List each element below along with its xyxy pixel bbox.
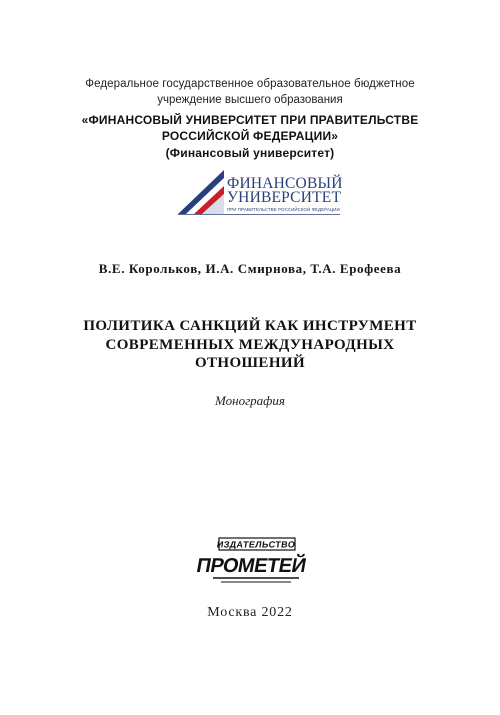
publisher-top-text: ИЗДАТЕЛЬСТВО: [216, 539, 296, 550]
institution-name-line-1: «ФИНАНСОВЫЙ УНИВЕРСИТЕТ ПРИ ПРАВИТЕЛЬСТВЕ: [81, 113, 419, 127]
publisher-name: ПРОМЕТЕЙ: [194, 555, 308, 577]
logo-word-1: ФИНАНСОВЫЙ: [227, 175, 343, 192]
book-genre: Монография: [215, 393, 285, 408]
book-title-line-2: СОВРЕМЕННЫХ МЕЖДУНАРОДНЫХ: [105, 337, 395, 353]
authors: В.Е. Корольков, И.А. Смирнова, Т.А. Ерофеева: [98, 261, 402, 276]
book-title-line-1: ПОЛИТИКА САНКЦИЙ КАК ИНСТРУМЕНТ: [83, 318, 417, 334]
institution-name-line-2: РОССИЙСКОЙ ФЕДЕРАЦИИ»: [161, 129, 339, 143]
logo-word-2: УНИВЕРСИТЕТ: [227, 189, 342, 206]
publisher-logo-icon: [194, 538, 308, 584]
institution-line-2: учреждение высшего образования: [157, 94, 343, 106]
university-logo: [176, 168, 342, 218]
publisher-logo: [194, 538, 308, 584]
institution-short-name: (Финансовый университет): [165, 146, 335, 160]
imprint: Москва 2022: [207, 605, 293, 620]
logo-subtitle: ПРИ ПРАВИТЕЛЬСТВЕ РОССИЙСКОЙ ФЕДЕРАЦИИ: [227, 207, 340, 212]
book-title-line-3: ОТНОШЕНИЙ: [194, 355, 306, 371]
institution-line-1: Федеральное государственное образовательное бюджетное: [85, 78, 415, 90]
